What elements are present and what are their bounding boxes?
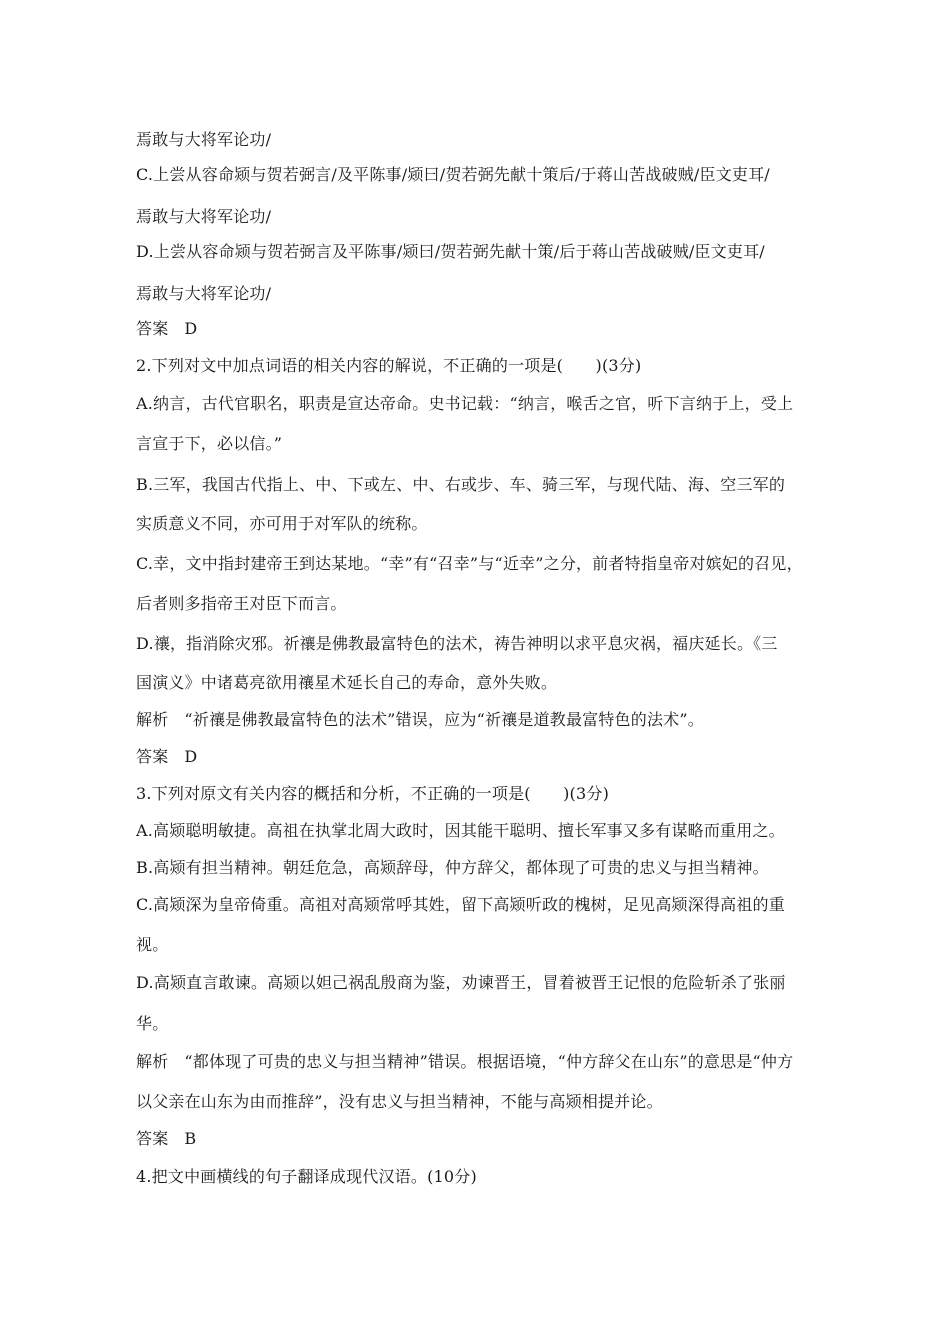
answer-q1: [136, 318, 826, 340]
text-line: 焉敢与大将军论功/: [136, 284, 272, 303]
option-d-q3: D.高颎直言敢谏。高颎以妲己祸乱殷商为鉴，劝谏晋王，冒着被晋王记恨的危险斩杀了张丽: [136, 973, 786, 992]
question-3: 3.下列对原文有关内容的概括和分析，不正确的一项是( )(3分): [136, 784, 610, 803]
answer-label: 答案: [136, 747, 169, 766]
text-line: 华。: [136, 1014, 169, 1033]
text-line: 焉敢与大将军论功/: [136, 207, 272, 226]
option-c-q1: C.上尝从容命颎与贺若弼言/及平陈事/颎曰/贺若弼先献十策后/于蒋山苦战破贼/臣文吏耳/: [136, 165, 770, 184]
answer-value: B: [184, 1129, 197, 1148]
option-a-q3: A.高颎聪明敏捷。高祖在执掌北周大政时，因其能干聪明、擅长军事又多有谋略而重用之。: [136, 821, 785, 840]
answer-q3: [136, 1128, 826, 1150]
answer-label: 答案: [136, 1129, 169, 1148]
option-d-q1: D.上尝从容命颎与贺若弼言及平陈事/颎曰/贺若弼先献十策/后于蒋山苦战破贼/臣文吏耳/: [136, 242, 765, 261]
answer-value: D: [184, 319, 198, 338]
analysis-text: “祈禳是佛教最富特色的法术”错误，应为“祈禳是道教最富特色的法术”。: [184, 710, 704, 729]
text-line: 视。: [136, 935, 169, 954]
analysis-q3: [136, 1051, 826, 1073]
option-b-q2: B.三军，我国古代指上、中、下或左、中、右或步、车、骑三军，与现代陆、海、空三军的: [136, 475, 786, 494]
option-b-q3: B.高颎有担当精神。朝廷危急，高颎辞母，仲方辞父，都体现了可贵的忠义与担当精神。: [136, 858, 769, 877]
question-4: 4.把文中画横线的句子翻译成现代汉语。(10分): [136, 1167, 477, 1186]
option-c-q2: C.幸，文中指封建帝王到达某地。“幸”有“召幸”与“近幸”之分，前者特指皇帝对嫔妃的召见，: [136, 554, 803, 573]
text-line: 言宣于下，必以信。”: [136, 434, 283, 453]
text-line: 焉敢与大将军论功/: [136, 130, 272, 149]
text-line: 以父亲在山东为由而推辞”，没有忠义与担当精神，不能与高颎相提并论。: [136, 1092, 663, 1111]
option-d-q2: D.禳，指消除灾邪。祈禳是佛教最富特色的法术，祷告神明以求平息灾祸，福庆延长。《三: [136, 634, 778, 653]
answer-value: D: [184, 747, 198, 766]
answer-label: 答案: [136, 319, 169, 338]
answer-q2: [136, 746, 826, 768]
option-c-q3: C.高颎深为皇帝倚重。高祖对高颎常呼其姓，留下高颎听政的槐树，足见高颎深得高祖的重: [136, 895, 785, 914]
text-line: 后者则多指帝王对臣下而言。: [136, 594, 347, 613]
option-a-q2: A.纳言，古代官职名，职责是宣达帝命。史书记载：“纳言，喉舌之官，听下言纳于上，受上: [136, 394, 794, 413]
text-line: 实质意义不同，亦可用于对军队的统称。: [136, 514, 428, 533]
question-2: 2.下列对文中加点词语的相关内容的解说，不正确的一项是( )(3分): [136, 356, 642, 375]
analysis-text: “都体现了可贵的忠义与担当精神”错误。根据语境，“仲方辞父在山东”的意思是“仲方: [184, 1052, 794, 1071]
text-line: 国演义》中诸葛亮欲用禳星术延长自己的寿命，意外失败。: [136, 673, 558, 692]
analysis-label: 解析: [136, 710, 169, 729]
analysis-q2: [136, 709, 826, 731]
analysis-label: 解析: [136, 1052, 169, 1071]
